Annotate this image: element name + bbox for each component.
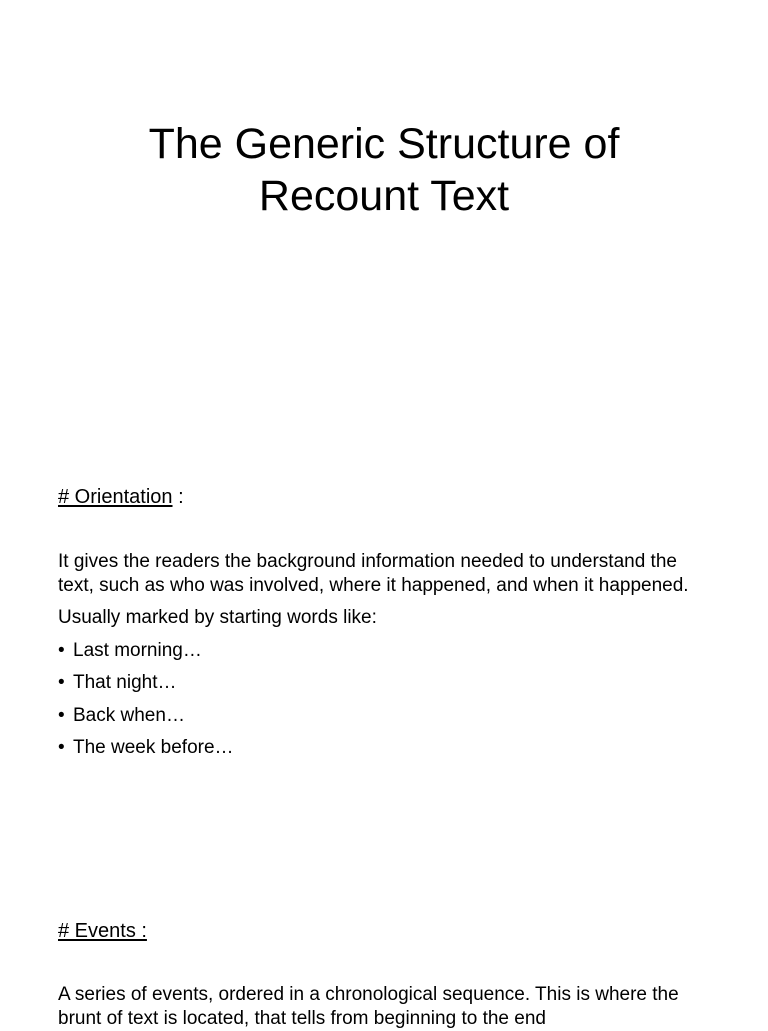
events-heading [58,918,718,944]
orientation-heading [58,484,718,510]
events-description: A series of events, ordered in a chronological sequence. This is where the brunt of text is located, that tells from beginning to the end [58,984,679,1029]
list-item [58,704,718,737]
orientation-heading-colon: : [172,486,184,508]
orientation-body [58,550,718,769]
orientation-section [58,484,718,510]
list-item-text: The week before… [73,737,234,758]
orientation-heading-label: # Orientation [58,486,173,508]
slide-title-line-2: Recount Text [258,172,510,220]
slide-title [0,118,768,222]
list-item [58,639,718,672]
list-item-text: Back when… [73,704,185,726]
bullet-icon: • [58,672,65,693]
slide-title-line-1: The Generic Structure of [148,120,620,168]
bullet-icon: • [58,639,65,661]
events-section [58,918,718,944]
bullet-icon: • [58,704,65,726]
events-heading-label: # Events : [58,920,147,942]
list-item-text: That night… [73,672,177,693]
list-item [58,671,718,704]
orientation-intro: Usually marked by starting words like: [58,607,377,628]
bullet-icon: • [58,737,65,758]
list-item [58,736,718,769]
orientation-description: It gives the readers the background information needed to understand the text, such as who was involved, where it happened, and when it happened. [58,551,689,596]
list-item-text: Last morning… [73,639,202,661]
orientation-examples-list [58,639,718,769]
